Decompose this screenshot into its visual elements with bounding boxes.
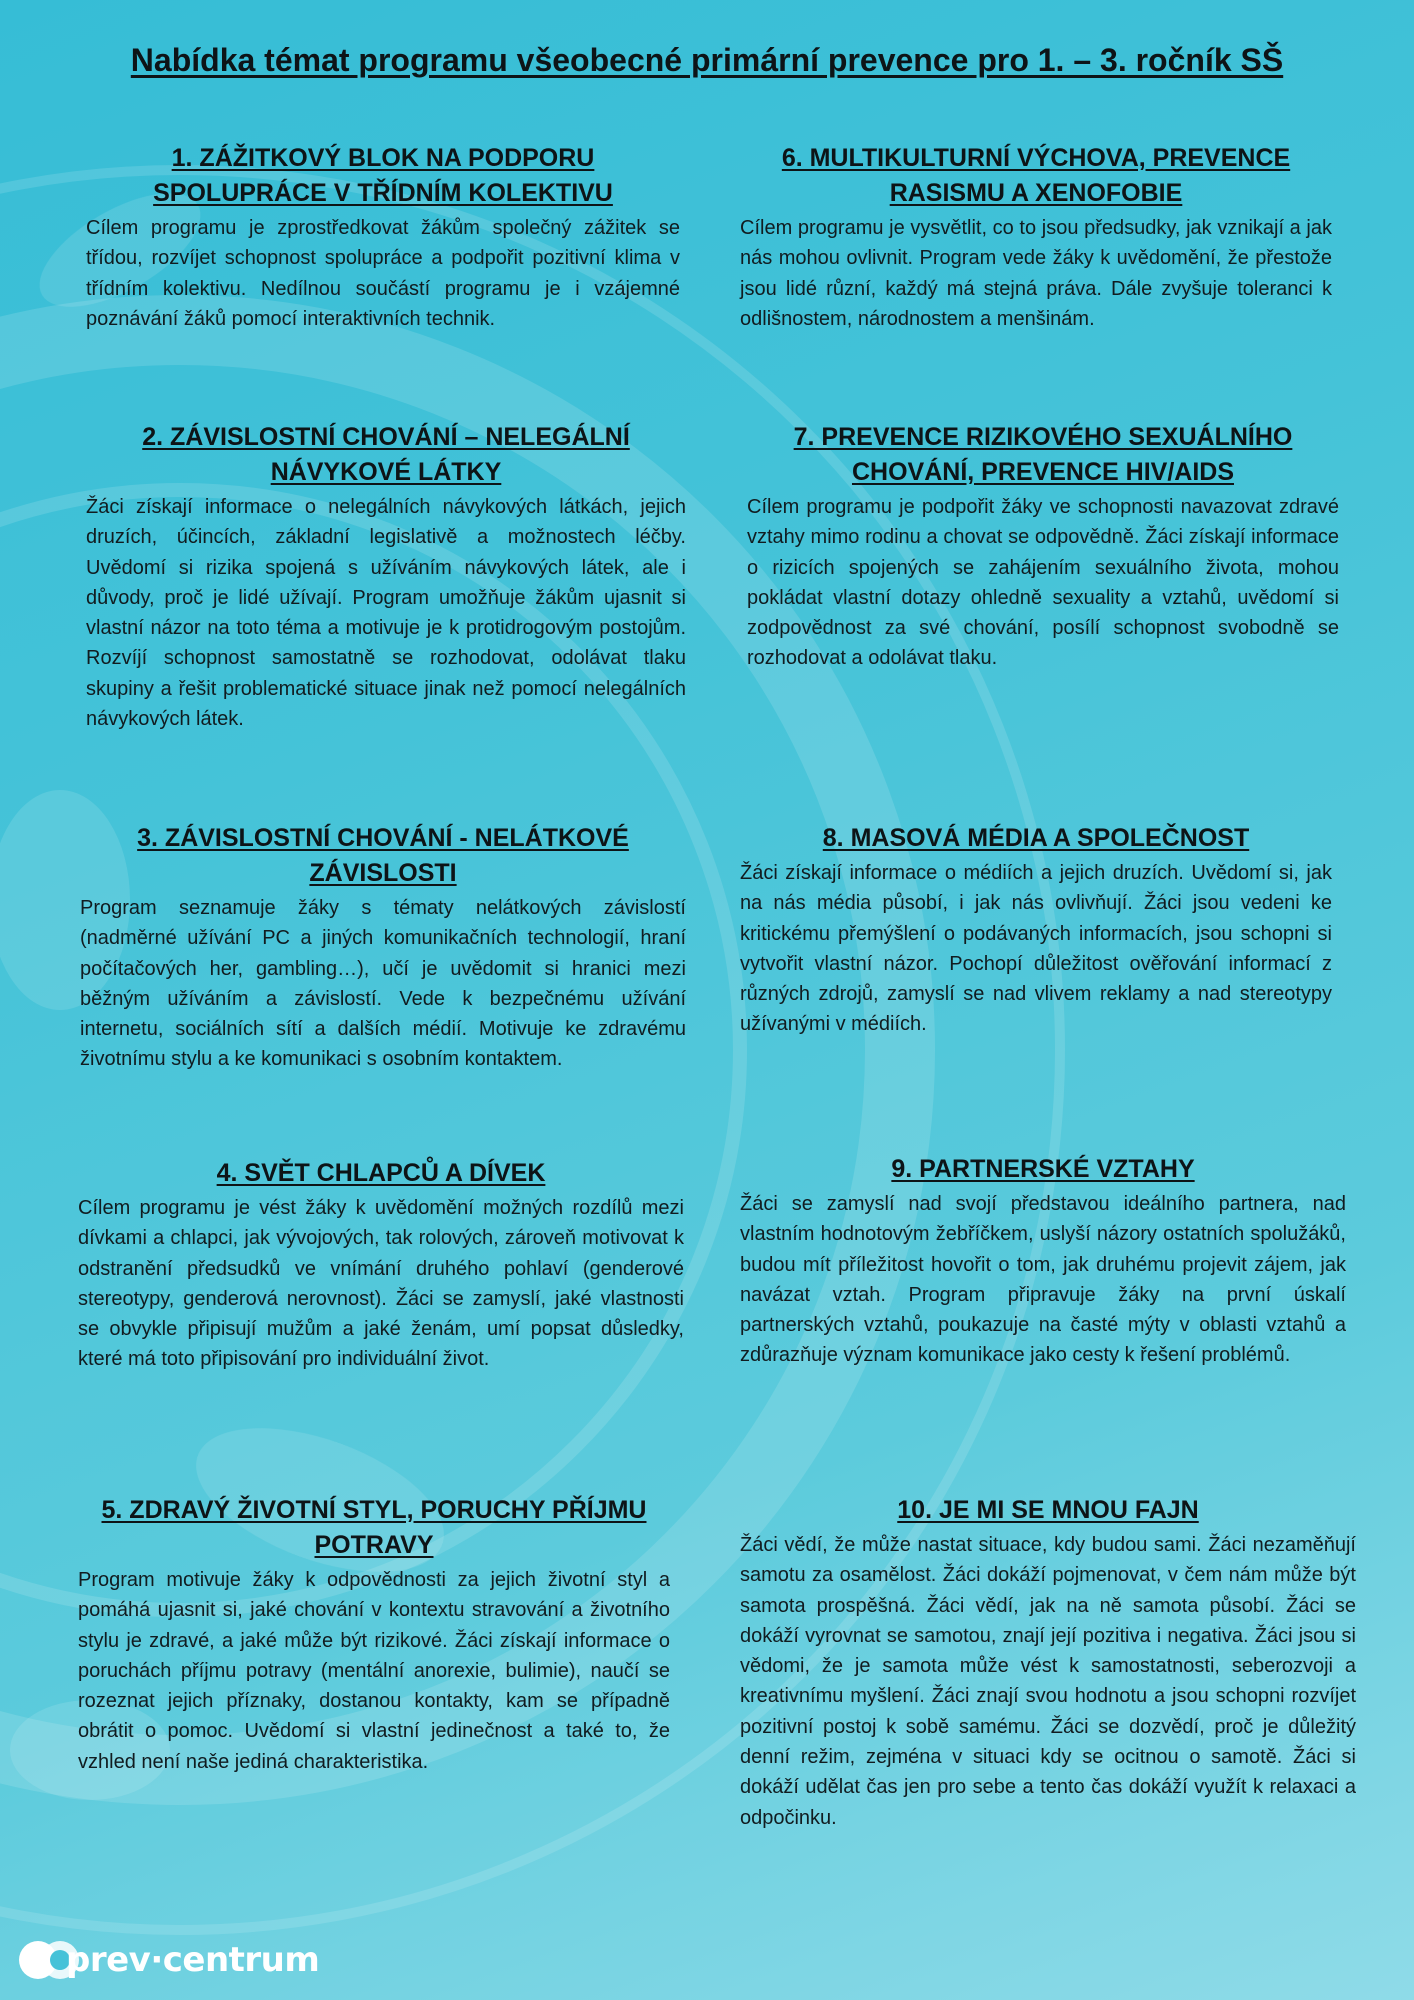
topic-description: Žáci vědí, že může nastat situace, kdy budou sami. Žáci nezaměňují samotu za osamělost. Žáci dokáží pojmenovat, v čem nám může být samota prospěšná. Žáci vědí, jak na ně samota působí. Žáci se dokáží vyrovnat se samotou, znají její pozitiva i negativa. Žáci jsou si vědomi, že je samota může vést k samostatnosti, seberozvoji a kreativnímu myšlení. Žáci znají svou hodnotu a jsou schopni rozvíjet pozitivní postoj k sobě samému. Žáci se dozvědí, proč je důležitý denní režim, zejména v situaci kdy se ocitnou o samotě. Žáci si dokáží udělat čas jen pro sebe a tento čas dokáží využít k relaxaci a odpočinku. bbox=[740, 1534, 1356, 1829]
topic-section-1 bbox=[86, 141, 680, 334]
topic-heading: 10. JE MI SE MNOU FAJN bbox=[897, 1496, 1199, 1524]
topic-description: Cílem programu je zprostředkovat žákům společný zážitek se třídou, rozvíjet schopnost spolupráce a podpořit pozitivní klima v třídním kolektivu. Nedílnou součástí programu je i vzájemné poznávání žáků pomocí interaktivních technik. bbox=[86, 217, 680, 330]
topic-section-2 bbox=[86, 420, 686, 734]
topic-heading: 9. PARTNERSKÉ VZTAHY bbox=[891, 1155, 1195, 1183]
topic-heading: 1. ZÁŽITKOVÝ BLOK NA PODPORU SPOLUPRÁCE V TŘÍDNÍM KOLEKTIVU bbox=[153, 144, 613, 207]
topic-section-8 bbox=[740, 821, 1332, 1040]
topic-heading: 4. SVĚT CHLAPCŮ A DÍVEK bbox=[216, 1159, 546, 1187]
logo-text: prev·centrum bbox=[66, 1940, 320, 1980]
topic-description: Program motivuje žáky k odpovědnosti za jejich životní styl a pomáhá ujasnit si, jaké chování v kontextu stravování a životního stylu je zdravé, a jaké může být rizikové. Žáci získají informace o poruchách příjmu potravy (mentální anorexie, bulimie), naučí se rozeznat jejich příznaky, dostanou kontakty, kam se případně obrátit o pomoc. Uvědomí si vlastní jedinečnost a také to, že vzhled není naše jediná charakteristika. bbox=[78, 1569, 670, 1773]
topic-description: Žáci se zamyslí nad svojí představou ideálního partnera, nad vlastním hodnotovým žebříčkem, uslyší názory ostatních spolužáků, budou mít příležitost hovořit o tom, jak druhému projevit zájem, jak navázat vztah. Program připravuje žáky na první úskalí partnerských vztahů, poukazuje na časté mýty v oblasti vztahů a zdůrazňuje význam komunikace jako cesty k řešení problémů. bbox=[740, 1193, 1346, 1367]
topic-section-4 bbox=[78, 1156, 684, 1375]
topic-section-10 bbox=[740, 1493, 1356, 1833]
topic-section-6 bbox=[740, 141, 1332, 334]
topic-heading: 5. ZDRAVÝ ŽIVOTNÍ STYL, PORUCHY PŘÍJMU POTRAVY bbox=[101, 1496, 647, 1559]
topic-heading: 2. ZÁVISLOSTNÍ CHOVÁNÍ – NELEGÁLNÍ NÁVYKOVÉ LÁTKY bbox=[142, 423, 630, 486]
page-title: Nabídka témat programu všeobecné primární prevence pro 1. – 3. ročník SŠ bbox=[130, 42, 1284, 78]
topic-description: Program seznamuje žáky s tématy nelátkových závislostí (nadměrné užívání PC a jiných komunikačních technologií, hraní počítačových her, gambling…), učí je uvědomit si hranici mezi běžným užíváním a závislostí. Vede k bezpečnému užívání internetu, sociálních sítí a dalších médií. Motivuje ke zdravému životnímu stylu a ke komunikaci s osobním kontaktem. bbox=[80, 897, 686, 1071]
topic-description: Žáci získají informace o médiích a jejich druzích. Uvědomí si, jak na nás média působí, i jak nás ovlivňují. Žáci jsou vedeni ke kritickému přemýšlení o podávaných informacích, jsou schopni si vytvořit vlastní názor. Pochopí důležitost ověřování informací z různých zdrojů, zamyslí se nad vlivem reklamy a nad stereotypy užívanými v médiích. bbox=[740, 862, 1332, 1036]
topic-description: Cílem programu je vést žáky k uvědomění možných rozdílů mezi dívkami a chlapci, jak vývojových, tak rolových, zároveň motivovat k odstranění předsudků ve vnímání druhého pohlaví (genderové stereotypy, genderová nerovnost). Žáci se zamyslí, jaké vlastnosti se obvykle připisují mužům a jaké ženám, umí popsat důsledky, které má toto připisování pro individuální život. bbox=[78, 1197, 684, 1371]
topic-section-9 bbox=[740, 1152, 1346, 1371]
prev-centrum-logo bbox=[18, 1936, 320, 1984]
topic-section-3 bbox=[80, 821, 686, 1075]
topic-section-5 bbox=[78, 1493, 670, 1777]
topic-heading: 6. MULTIKULTURNÍ VÝCHOVA, PREVENCE RASISMU A XENOFOBIE bbox=[781, 144, 1291, 207]
topic-heading: 8. MASOVÁ MÉDIA A SPOLEČNOST bbox=[822, 824, 1250, 852]
topic-heading: 3. ZÁVISLOSTNÍ CHOVÁNÍ - NELÁTKOVÉ ZÁVISLOSTI bbox=[137, 824, 629, 887]
topic-section-7 bbox=[747, 420, 1339, 674]
topic-description: Cílem programu je vysvětlit, co to jsou předsudky, jak vznikají a jak nás mohou ovlivnit. Program vede žáky k uvědomění, že přestože jsou lidé různí, každý má stejná práva. Dále zvyšuje toleranci k odlišnostem, národnostem a menšinám. bbox=[740, 217, 1332, 330]
topic-description: Cílem programu je podpořit žáky ve schopnosti navazovat zdravé vztahy mimo rodinu a chovat se odpovědně. Žáci získají informace o rizicích spojených se zahájením sexuálního života, mohou pokládat vlastní dotazy ohledně sexuality a vztahů, uvědomí si zodpovědnost za své chování, posílí schopnost svobodně se rozhodovat a odolávat tlaku. bbox=[747, 496, 1339, 670]
topic-description: Žáci získají informace o nelegálních návykových látkách, jejich druzích, účincích, základní legislativě a možnostech léčby. Uvědomí si rizika spojená s užíváním návykových látek, ale i důvody, proč je lidé užívají. Program umožňuje žákům ujasnit si vlastní názor na toto téma a motivuje je k protidrogovým postojům. Rozvíjí schopnost samostatně se rozhodovat, odolávat tlaku skupiny a řešit problematické situace jinak než pomocí nelegálních návykových látek. bbox=[86, 496, 686, 731]
topic-heading: 7. PREVENCE RIZIKOVÉHO SEXUÁLNÍHO CHOVÁNÍ, PREVENCE HIV/AIDS bbox=[793, 423, 1293, 486]
